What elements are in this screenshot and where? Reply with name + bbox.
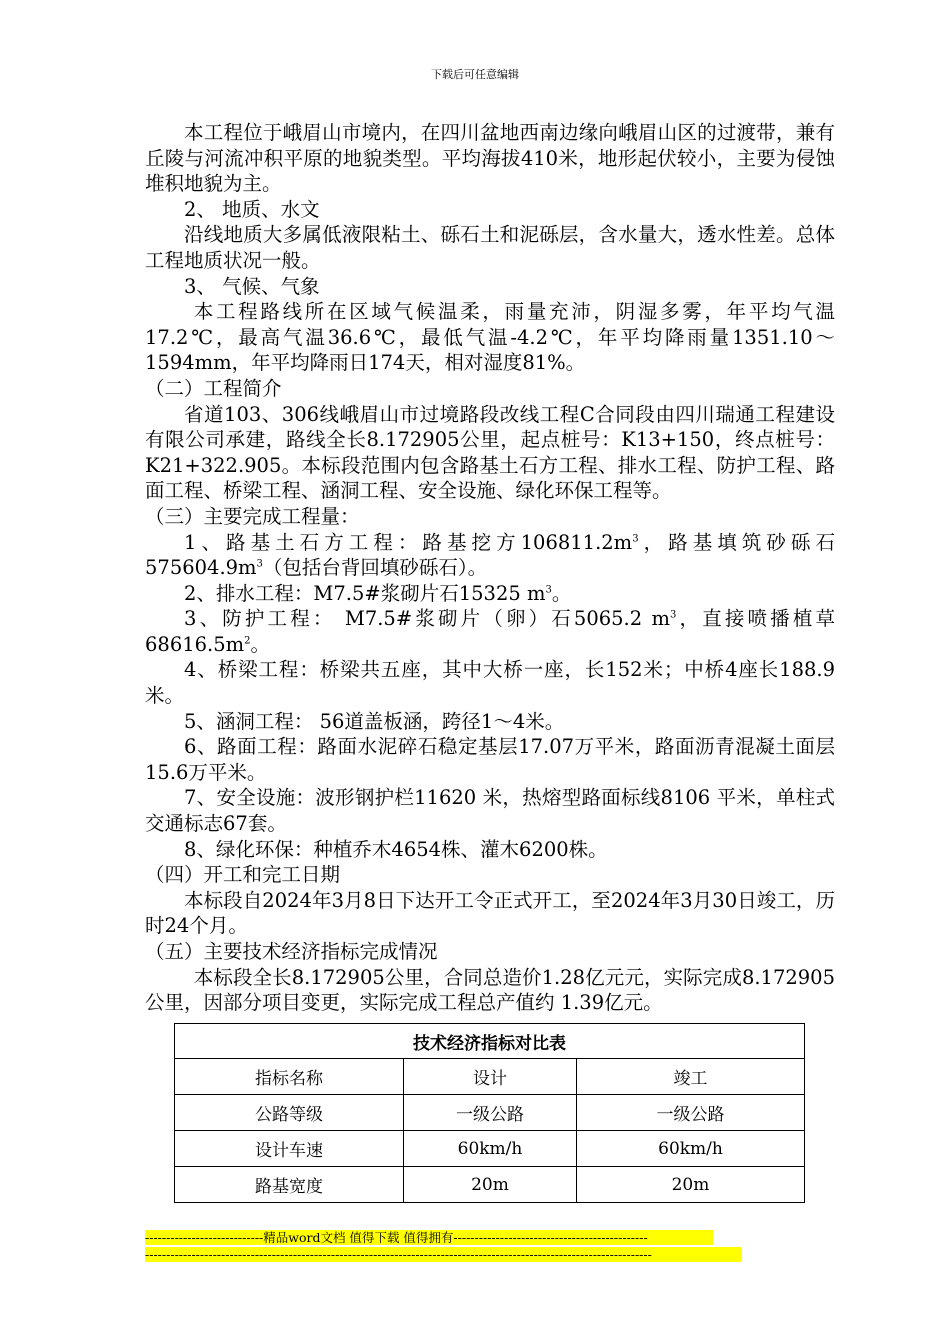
section-dates: （四）开工和完工日期 xyxy=(145,863,341,887)
superscript-3: 3 xyxy=(670,609,677,621)
quantity-protection-a: 3、防护工程： M7.5#浆砌片（卵）石5065.2 m xyxy=(184,607,671,631)
superscript-3: 3 xyxy=(632,533,639,544)
quantity-drainage-b: 。 xyxy=(551,581,572,605)
quantity-earthwork-c: （包括台背回填砂砾石）。 xyxy=(262,556,488,580)
heading-geology: 2、 地质、水文 xyxy=(184,197,320,221)
table-cell: 一级公路 xyxy=(404,1095,577,1131)
quantity-pavement: 6、路面工程：路面水泥碎石稳定基层17.07万平米，路面沥青混凝土面层15.6万平米。 xyxy=(145,735,835,784)
header-cell: 指标名称 xyxy=(175,1059,404,1095)
footer-banner-line: ----------------------------精品word文档 值得下载 值得拥有---------------------------------------------- xyxy=(145,1230,713,1245)
table-title: 技术经济指标对比表 xyxy=(175,1024,805,1059)
superscript-3: 3 xyxy=(545,584,552,596)
header-cell: 设计 xyxy=(404,1059,577,1095)
section-indicators: （五）主要技术经济指标完成情况 xyxy=(145,940,438,963)
quantity-drainage-a: 2、排水工程：M7.5#浆砌片石15325 m xyxy=(184,581,546,605)
paragraph-project-intro: 省道103、306线峨眉山市过境路段改线工程C合同段由四川瑞通工程建设有限公司承建，路线全长8.172905公里，起点桩号：K13+150，终点桩号：K21+322.905。本标段范围内包含路基土石方工程、排水工程、防护工程、路面工程、桥梁工程、涵洞工程、安全设施、绿化环保工程等。 xyxy=(145,402,835,503)
table-header-row xyxy=(175,1059,805,1095)
paragraph-dates: 本标段自2024年3月8日下达开工令正式开工，至2024年3月30日竣工，历时24个月。 xyxy=(145,888,835,938)
table-cell: 一级公路 xyxy=(577,1095,805,1131)
paragraph-climate: 本工程路线所在区域气候温柔，雨量充沛，阴湿多雾，年平均气温17.2℃，最高气温36.6℃，最低气温-4.2℃，年平均降雨量1351.10～1594mm，年平均降雨日174天，相对湿度81%。 xyxy=(145,300,835,375)
table-cell: 公路等级 xyxy=(175,1095,404,1131)
table-cell: 路基宽度 xyxy=(175,1167,404,1203)
quantity-earthwork xyxy=(145,530,835,581)
paragraph-indicators: 本标段全长8.172905公里，合同总造价1.28亿元元，实际完成8.172905公里，因部分项目变更，实际完成工程总产值约 1.39亿元。 xyxy=(145,965,835,1015)
quantity-safety: 7、安全设施：波形钢护栏11620 米，热熔型路面标线8106 平米，单柱式交通标志67套。 xyxy=(145,786,835,836)
quantity-protection xyxy=(145,606,835,657)
section-quantities: （三）主要完成工程量： xyxy=(145,504,360,528)
quantity-protection-b: ，直接喷播植草68616.5m xyxy=(145,607,835,656)
table-cell: 60km/h xyxy=(404,1131,577,1167)
header-cell: 竣工 xyxy=(577,1059,805,1095)
comparison-table xyxy=(174,1023,805,1203)
table-title-row xyxy=(175,1024,805,1059)
superscript-2: 2 xyxy=(244,635,251,647)
quantity-drainage xyxy=(145,581,835,607)
document-body xyxy=(145,120,835,1016)
quantity-protection-c: 。 xyxy=(250,632,271,656)
footer-dash-line: ------------------------------------------------------------------------------------------------------------------------ xyxy=(145,1247,742,1262)
table-cell: 20m xyxy=(577,1167,805,1203)
quantity-earthwork-a: 1、路基土石方工程：路基挖方106811.2m xyxy=(184,530,633,554)
quantity-earthwork-b: ，路基填筑砂砾石575604.9m xyxy=(145,530,835,580)
page-header: 下载后可任意编辑 xyxy=(431,68,519,81)
quantity-culverts: 5、涵洞工程： 56道盖板涵，跨径1～4米。 xyxy=(184,709,565,733)
quantity-greening: 8、绿化环保：种植乔木4654株、灌木6200株。 xyxy=(184,837,608,861)
table-cell: 60km/h xyxy=(577,1131,805,1167)
paragraph-terrain: 本工程位于峨眉山市境内，在四川盆地西南边缘向峨眉山区的过渡带，兼有丘陵与河流冲积平原的地貌类型。平均海拔410米，地形起伏较小，主要为侵蚀堆积地貌为主。 xyxy=(145,121,835,196)
table-row xyxy=(175,1095,805,1131)
paragraph-geology: 沿线地质大多属低液限粘土、砾石土和泥砾层，含水量大，透水性差。总体工程地质状况一般。 xyxy=(145,223,835,272)
section-project-intro: （二）工程简介 xyxy=(145,376,282,400)
table-cell: 20m xyxy=(404,1167,577,1203)
table-row xyxy=(175,1131,805,1167)
table-cell: 设计车速 xyxy=(175,1131,404,1167)
table-row xyxy=(175,1167,805,1203)
superscript-3: 3 xyxy=(256,558,263,570)
heading-climate: 3、 气候、气象 xyxy=(184,274,320,298)
quantity-bridges: 4、桥梁工程：桥梁共五座，其中大桥一座，长152米；中桥4座长188.9米。 xyxy=(145,658,835,708)
